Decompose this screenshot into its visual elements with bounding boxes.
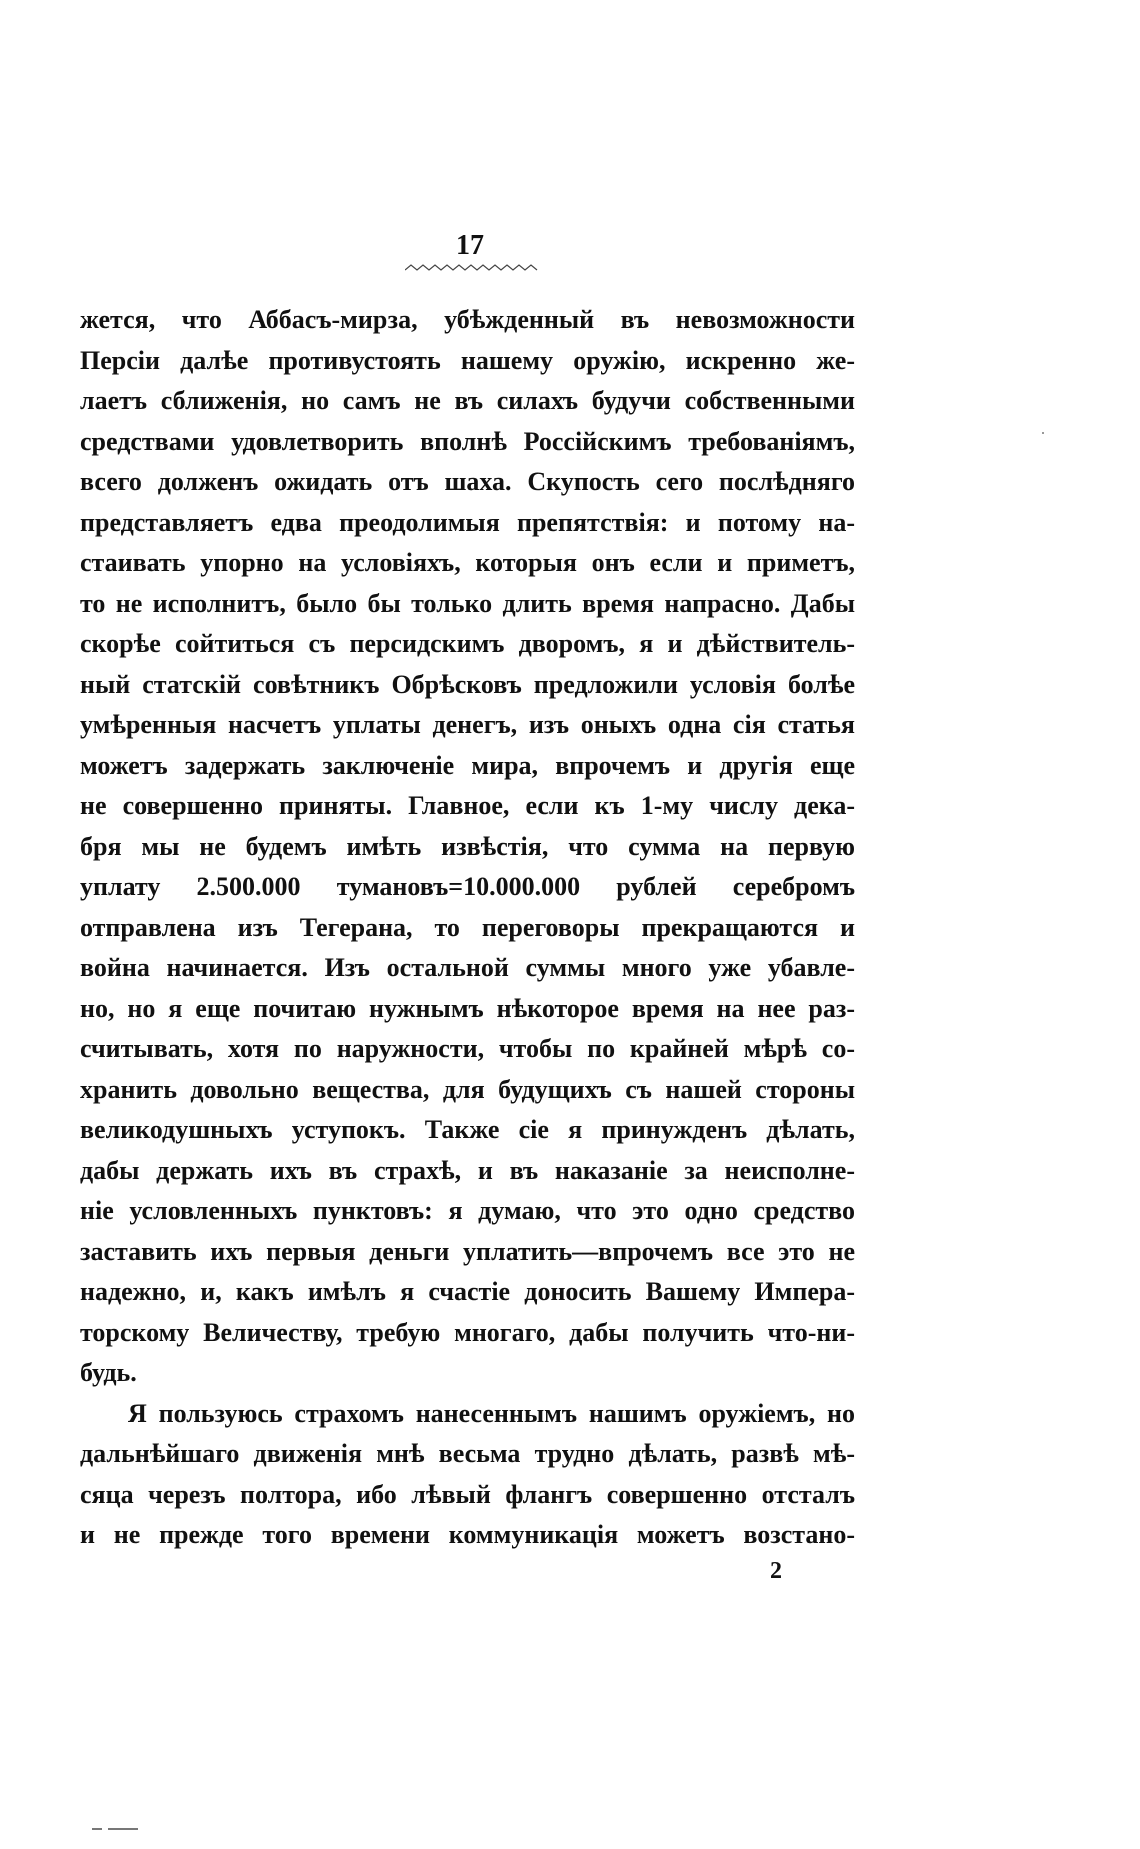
- page-number-ornament: [405, 262, 540, 274]
- text-line: хранить довольно вещества, для будущихъ съ нашей стороны: [80, 1074, 855, 1104]
- footer-scan-marks: [92, 1820, 152, 1823]
- text-line: не совершенно приняты. Главное, если къ 1-му числу дека-: [80, 791, 855, 820]
- text-line: всего долженъ ожидать отъ шаха. Скупость сего послѣдняго: [80, 467, 855, 496]
- text-line: умѣренныя насчетъ уплаты денегъ, изъ оныхъ одна сія статья: [80, 710, 855, 739]
- text-line: надежно, и, какъ имѣлъ я счастіе доносить Вашему Импера-: [80, 1277, 855, 1306]
- text-line: представляетъ едва преодолимыя препятствія: и потому на-: [80, 507, 855, 537]
- text-line: будь.: [80, 1358, 137, 1387]
- text-line: Персіи далѣе противустоять нашему оружію, искренно же-: [80, 345, 855, 375]
- text-line: ніе условленныхъ пунктовъ: я думаю, что это одно средство: [80, 1196, 855, 1225]
- text-line: лаетъ сближенія, но самъ не въ силахъ будучи собственными: [80, 386, 855, 415]
- signature-mark: 2: [770, 1558, 782, 1584]
- text-line: и не прежде того времени коммуникація можетъ возстано-: [80, 1520, 855, 1549]
- text-line: скорѣе сойтиться съ персидскимъ дворомъ, я и дѣйствитель-: [80, 629, 855, 658]
- text-line: сяца черезъ полтора, ибо лѣвый флангъ совершенно отсталъ: [80, 1479, 855, 1509]
- text-line: ный статскій совѣтникъ Обрѣсковъ предложили условія болѣе: [80, 669, 855, 699]
- text-line: считывать, хотя по наружности, чтобы по крайней мѣрѣ со-: [80, 1034, 855, 1063]
- page-number: 17: [456, 230, 484, 261]
- text-line: бря мы не будемъ имѣть извѣстія, что сумма на первую: [80, 831, 855, 861]
- text-line: дальнѣйшаго движенія мнѣ весьма трудно дѣлать, развѣ мѣ-: [80, 1439, 855, 1468]
- text-line: великодушныхъ уступокъ. Также сіе я принужденъ дѣлать,: [80, 1115, 855, 1144]
- text-line: заставить ихъ первыя деньги уплатить—впрочемъ все это не: [80, 1236, 855, 1266]
- text-line: дабы держать ихъ въ страхѣ, и въ наказаніе за неисполне-: [80, 1155, 855, 1185]
- text-line: но, но я еще почитаю нужнымъ нѣкоторое время на нее раз-: [80, 993, 855, 1023]
- text-line: стаивать упорно на условіяхъ, которыя онъ если и приметъ,: [80, 548, 855, 577]
- margin-speck: [1042, 432, 1044, 434]
- text-line: отправлена изъ Тегерана, то переговоры прекращаются и: [80, 912, 855, 942]
- text-line: война начинается. Изъ остальной суммы много уже убавле-: [80, 953, 855, 982]
- text-line: можетъ задержать заключеніе мира, впрочемъ и другія еще: [80, 750, 855, 780]
- text-line: то не исполнитъ, было бы только длить время напрасно. Дабы: [80, 588, 855, 618]
- text-line: средствами удовлетворить вполнѣ Россійскимъ требованіямъ,: [80, 426, 855, 456]
- body-text: [80, 300, 855, 1556]
- text-line: Я пользуюсь страхомъ нанесеннымъ нашимъ оружіемъ, но: [128, 1398, 855, 1428]
- text-line: торскому Величеству, требую многаго, дабы получить что-ни-: [80, 1317, 855, 1347]
- text-line: уплату 2.500.000 тумановъ=10.000.000 рублей серебромъ: [80, 872, 855, 901]
- text-line: жется, что Аббасъ-мирза, убѣжденный въ невозможности: [80, 305, 855, 334]
